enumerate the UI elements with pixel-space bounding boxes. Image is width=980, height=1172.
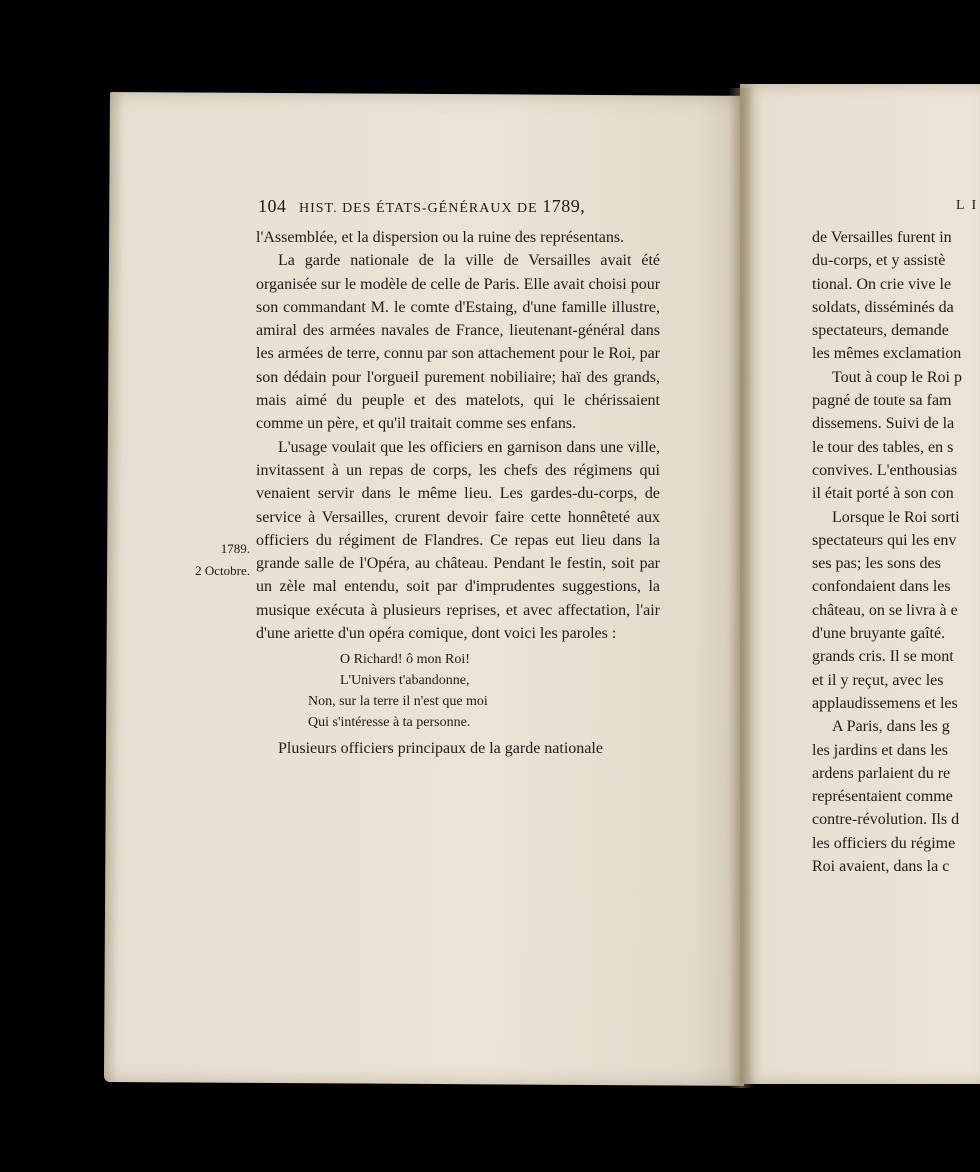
paragraph: Plusieurs officiers principaux de la garde nationale xyxy=(278,740,603,758)
left-page-body xyxy=(256,226,660,761)
right-page-line: ses pas; les sons des xyxy=(812,555,941,573)
right-page-line: les jardins et dans les xyxy=(812,741,948,759)
right-page-line: Roi avaient, dans la c xyxy=(812,858,950,876)
right-page-line: les mêmes exclamation xyxy=(812,345,962,363)
right-page-line: d'une bruyante gaîté. xyxy=(812,625,946,643)
paragraph: L'usage voulait que les officiers en garnison dans une ville, invitassent à un repas de corps, les chefs des régimens qui venaient servir dans le même lieu. Les gardes-du-corps, de service à Versailles, crurent devoir faire cette honnêteté aux officiers du régiment de Flandres. Ce repas eut lieu dans la grande salle de l'Opéra, au château. Pendant le festin, soit par un zèle mal entendu, soit par d'imprudentes suggestions, la musique exécuta à plusieurs reprises, et avec affectation, l'air d'une ariette d'un opéra comique, dont voici les paroles : xyxy=(256,438,660,643)
margin-note xyxy=(170,538,250,582)
paragraph: La garde nationale de la ville de Versailles avait été organisée sur le modèle de celle de Paris. Elle avait choisi pour son commandant M. le comte d'Estaing, d'une famille illustre, amiral des armées navales de France, lieutenant-général dans les armées de terre, connu par son attachement pour le Roi, par son dédain pour l'orgueil purement nobiliaire; haï des grands, mais aimé du peuple et des matelots, qui le chérissaient comme un père, et qu'il traitait comme ses enfans. xyxy=(256,252,661,433)
margin-note-date: 2 Octobre. xyxy=(195,563,250,578)
right-page-line: les officiers du régime xyxy=(812,834,956,852)
verse-line: O Richard! ô mon Roi! xyxy=(340,652,470,668)
right-page-body xyxy=(812,226,980,906)
verse-line: L'Univers t'abandonne, xyxy=(340,673,470,689)
right-page-line: et il y reçut, avec les xyxy=(812,671,944,689)
book-gutter xyxy=(728,88,754,1088)
left-running-head xyxy=(258,196,658,217)
right-page-line: confondaient dans les xyxy=(812,578,951,596)
verse-block xyxy=(256,649,660,733)
right-page-line: soldats, disséminés da xyxy=(812,298,954,316)
paragraph: l'Assemblée, et la dispersion ou la ruine des représentans. xyxy=(256,229,625,246)
right-page-line: Lorsque le Roi sorti xyxy=(832,508,960,526)
page-number: 104 xyxy=(258,196,287,216)
right-page-line: le tour des tables, en s xyxy=(812,438,954,456)
right-page-line: Tout à coup le Roi p xyxy=(832,368,962,386)
running-head-year: 1789, xyxy=(542,196,586,216)
right-page-line: spectateurs qui les env xyxy=(812,531,957,549)
right-page-line: contre-révolution. Ils d xyxy=(812,811,960,829)
right-page-line: de Versailles furent in xyxy=(812,229,952,246)
verse-line: Qui s'intéresse à ta personne. xyxy=(308,715,471,731)
right-page-line: représentaient comme xyxy=(812,788,953,806)
right-page-line: spectateurs, demande xyxy=(812,322,949,340)
right-page-line: A Paris, dans les g xyxy=(832,718,950,736)
margin-note-year: 1789. xyxy=(220,541,250,556)
right-page-line: applaudissemens et les xyxy=(812,694,958,712)
right-page-line: ardens parlaient du re xyxy=(812,764,951,782)
running-head-title: HIST. DES ÉTATS-GÉNÉRAUX DE xyxy=(299,201,538,216)
right-running-head: L I xyxy=(956,198,979,213)
right-page-line: grands cris. Il se mont xyxy=(812,648,954,666)
right-page-line: il était porté à son con xyxy=(812,485,954,503)
right-page-line: dissemens. Suivi de la xyxy=(812,415,955,433)
right-page-line: convives. L'enthousias xyxy=(812,461,958,479)
right-page-line: tional. On crie vive le xyxy=(812,275,952,293)
right-page-line: pagné de toute sa fam xyxy=(812,392,952,410)
verse-line: Non, sur la terre il n'est que moi xyxy=(308,694,488,710)
right-page-line: du-corps, et y assistè xyxy=(812,252,946,270)
right-page-line: château, on se livra à e xyxy=(812,601,958,619)
